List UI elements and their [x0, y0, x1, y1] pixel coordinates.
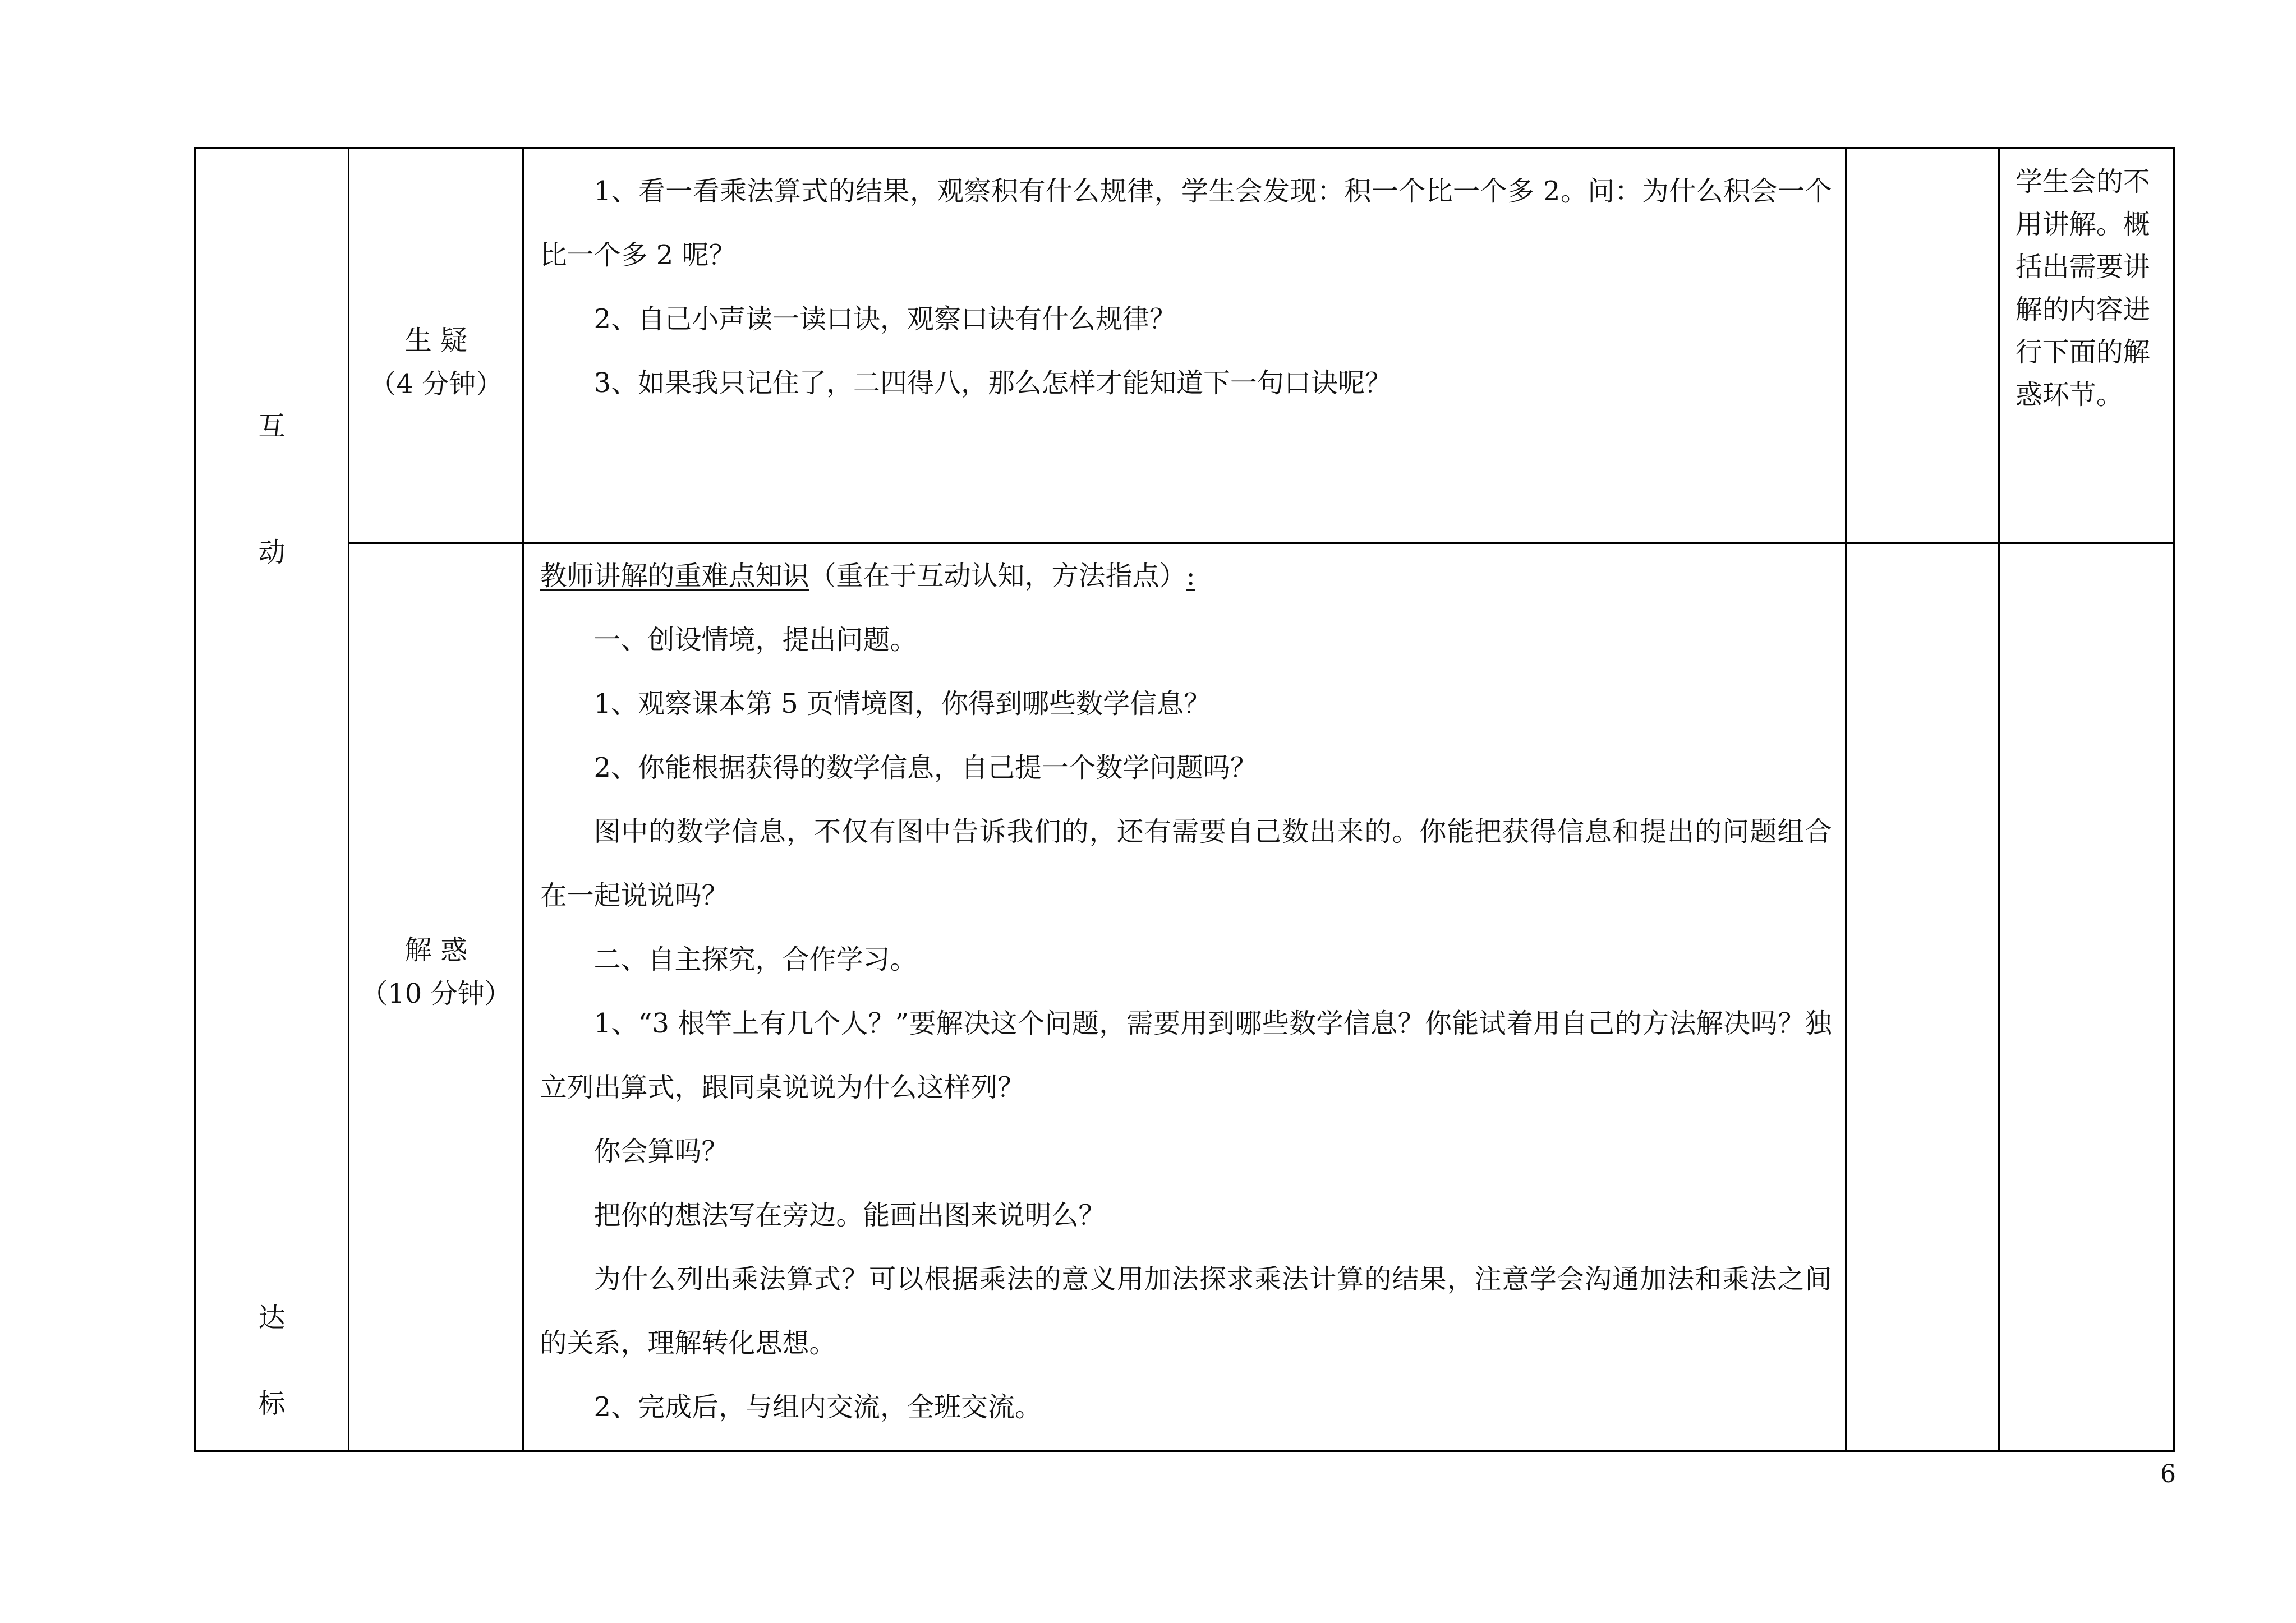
page-number: 6: [2160, 1460, 2176, 1488]
content-line: 1、“3 根竿上有几个人？”要解决这个问题，需要用到哪些数学信息？你能试着用自己的方法解决吗？独立列出算式，跟同桌说说为什么这样列？: [540, 1008, 1832, 1103]
blank-cell-explain: [1846, 543, 1999, 1451]
content-line: 3、如果我只记住了，二四得八，那么怎样才能知道下一句口诀呢？: [593, 367, 1392, 399]
content-line: 你会算吗？: [593, 1136, 729, 1167]
step-cell-question: [349, 149, 523, 543]
blank-cell-question: [1846, 149, 1999, 543]
stage-char-2: 动: [258, 537, 286, 568]
content-line: 2、完成后，与组内交流，全班交流。: [593, 1391, 1042, 1423]
heading-colon: :: [1186, 560, 1195, 592]
note-cell-explain: [1999, 543, 2174, 1451]
heading-underlined: 教师讲解的重难点知识: [540, 560, 809, 592]
content-cell-question: [523, 149, 1846, 543]
step-name-question: 生 疑: [404, 325, 467, 356]
content-line: 把你的想法写在旁边。能画出图来说明么？: [593, 1200, 1106, 1231]
stage-char-4: 标: [258, 1388, 286, 1419]
section-heading: [540, 544, 1832, 608]
lesson-plan-table: [194, 147, 2175, 1452]
note-text: 学生会的不用讲解。概括出需要讲解的内容进行下面的解惑环节。: [2015, 166, 2150, 411]
note-cell-question: [1999, 149, 2174, 543]
stage-char-3: 达: [258, 1302, 286, 1334]
content-line: 1、看一看乘法算式的结果，观察积有什么规律，学生会发现：积一个比一个多 2。问：为什么积会一个比一个多 2 呢？: [540, 176, 1832, 271]
content-line: 二、自主探究，合作学习。: [593, 944, 917, 975]
heading-rest: （重在于互动认知，方法指点）: [809, 560, 1186, 592]
step-cell-explain: [349, 543, 523, 1451]
step-name-explain: 解 惑: [404, 934, 467, 966]
content-line: 一、创设情境，提出问题。: [593, 624, 917, 656]
step-time-question: （4 分钟）: [369, 368, 503, 400]
stage-char-1: 互: [258, 411, 286, 442]
content-line: 为什么列出乘法算式？可以根据乘法的意义用加法探求乘法计算的结果，注意学会沟通加法和乘法之间的关系，理解转化思想。: [540, 1264, 1832, 1359]
content-line: 1、观察课本第 5 页情境图，你得到哪些数学信息？: [593, 688, 1211, 720]
table-row-explain: [195, 543, 2174, 1451]
content-line: 2、你能根据获得的数学信息，自己提一个数学问题吗？: [593, 752, 1258, 783]
content-cell-explain: [523, 543, 1846, 1451]
table-row-question: [195, 149, 2174, 543]
step-time-explain: （10 分钟）: [361, 978, 512, 1009]
content-line: 图中的数学信息，不仅有图中告诉我们的，还有需要自己数出来的。你能把获得信息和提出的问题组合在一起说说吗？: [540, 816, 1832, 911]
stage-cell: [195, 149, 349, 1451]
content-line: 2、自己小声读一读口诀，观察口诀有什么规律？: [593, 303, 1177, 335]
